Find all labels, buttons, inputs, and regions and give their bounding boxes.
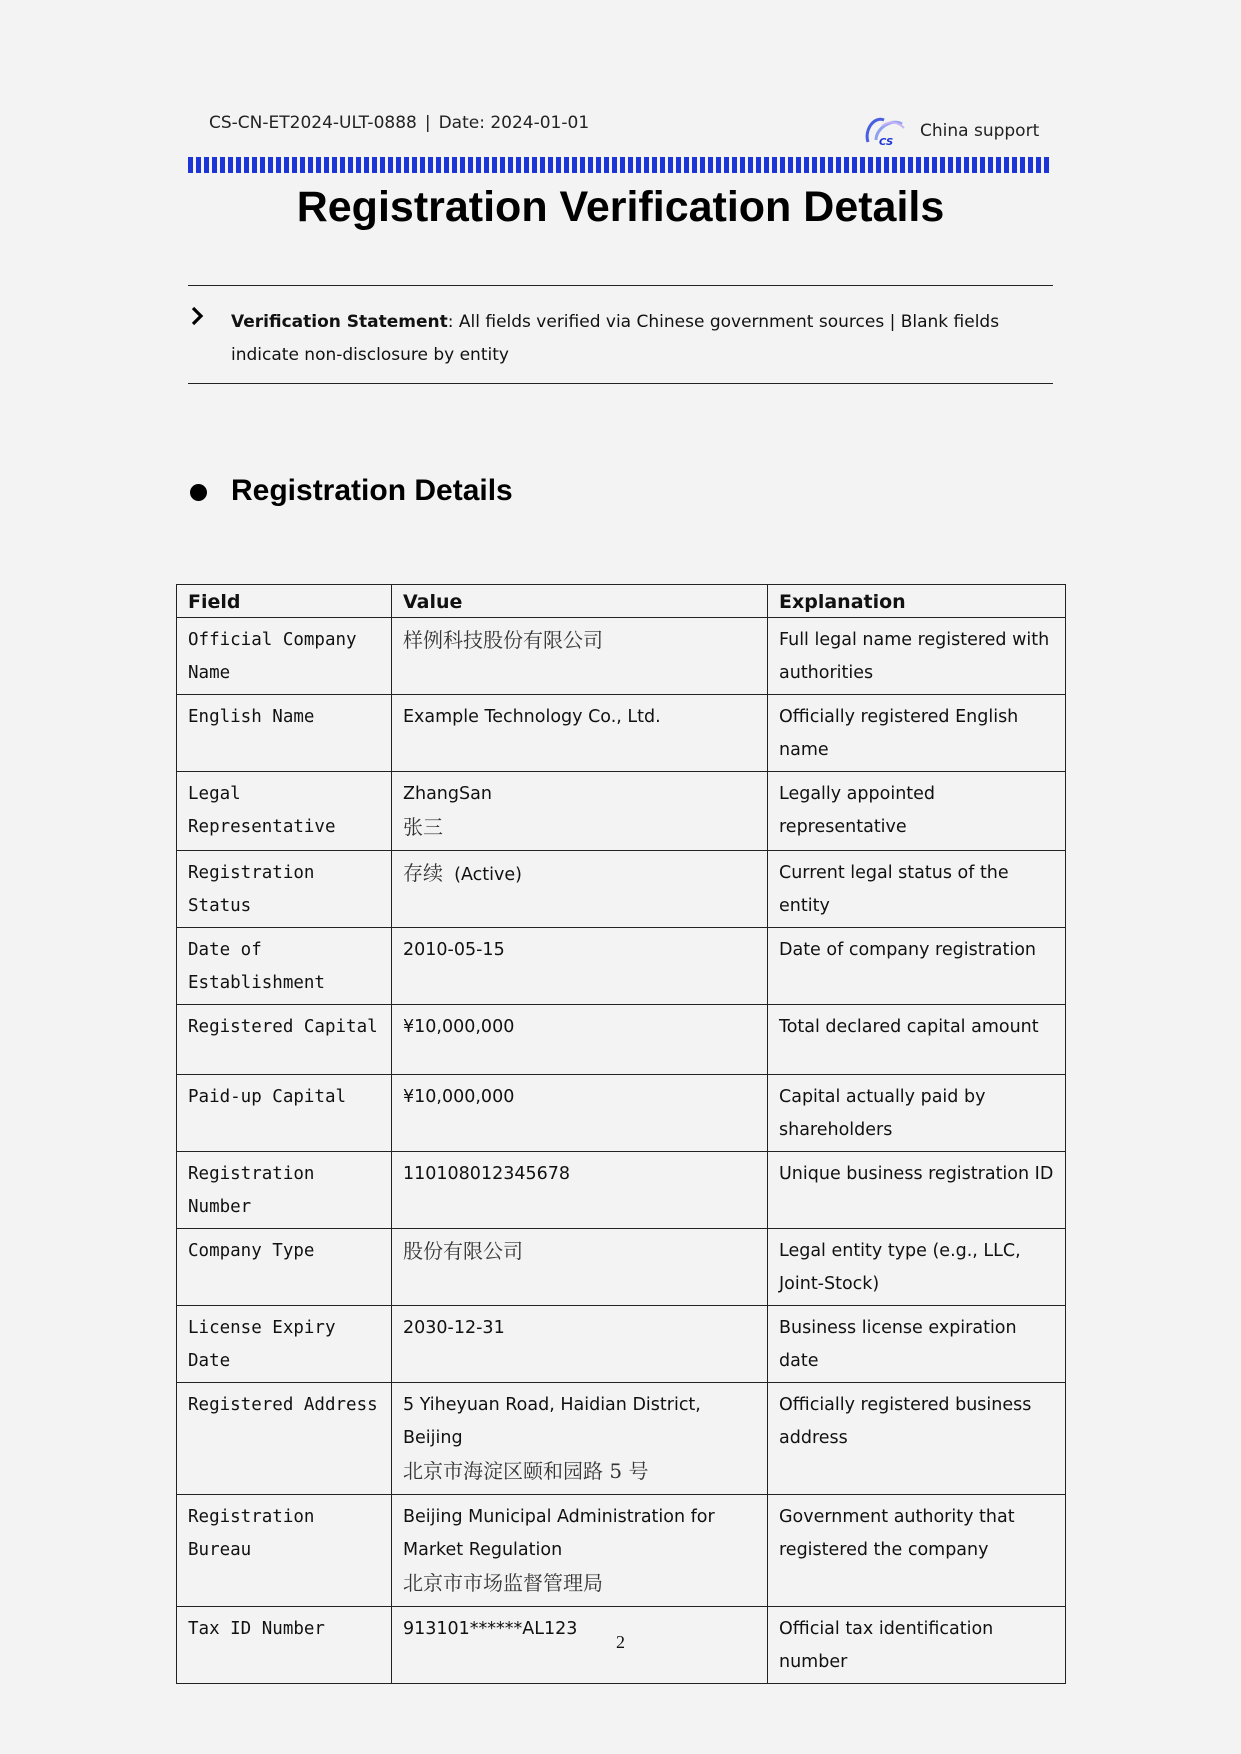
value-cell	[392, 1383, 768, 1495]
table-row	[177, 695, 1066, 772]
value-cell	[392, 1229, 768, 1306]
table-row	[177, 1152, 1066, 1229]
explanation-cell: Capital actually paid by shareholders	[768, 1075, 1066, 1152]
table-row	[177, 1383, 1066, 1495]
explanation-cell: Government authority that registered the company	[768, 1495, 1066, 1607]
page-number: 2	[616, 1632, 625, 1652]
document-id: CS-CN-ET2024-ULT-0888	[209, 113, 417, 133]
explanation-cell: Unique business registration ID	[768, 1152, 1066, 1229]
value-text: Beijing Municipal Administration for Market Regulation	[403, 1507, 715, 1560]
field-cell: Registered Capital	[177, 1005, 392, 1075]
china-support-logo-icon	[862, 112, 906, 148]
field-cell: Legal Representative	[177, 772, 392, 851]
table-row	[177, 851, 1066, 928]
table-row	[177, 1229, 1066, 1306]
table-row	[177, 618, 1066, 695]
verification-statement	[231, 306, 1061, 372]
explanation-cell: Total declared capital amount	[768, 1005, 1066, 1075]
value-cell: 110108012345678	[392, 1152, 768, 1229]
chevron-right-icon	[190, 306, 204, 326]
value-text: 5 Yiheyuan Road, Haidian District, Beijing	[403, 1395, 701, 1448]
field-cell: Company Type	[177, 1229, 392, 1306]
explanation-cell: Business license expiration date	[768, 1306, 1066, 1383]
value-cell: ¥10,000,000	[392, 1075, 768, 1152]
table-row	[177, 772, 1066, 851]
value-cell: 913101******AL123	[392, 1607, 768, 1684]
value-cell: Example Technology Co., Ltd.	[392, 695, 768, 772]
field-cell: Date of Establishment	[177, 928, 392, 1005]
field-cell: License Expiry Date	[177, 1306, 392, 1383]
field-cell: Registration Status	[177, 851, 392, 928]
statement-text: : All fields verified via Chinese government sources | Blank fields indicate non-disclosure by entity	[231, 312, 1000, 365]
statement-label: Verification Statement	[231, 312, 448, 332]
header-stripe-divider	[188, 157, 1050, 173]
logo-lettering: CS	[879, 137, 894, 148]
field-cell: Registered Address	[177, 1383, 392, 1495]
value-cn: 北京市海淀区颐和园路 5 号	[403, 1459, 649, 1483]
bottom-rule-divider	[188, 383, 1053, 384]
table-row	[177, 1306, 1066, 1383]
section-heading: Registration Details	[231, 474, 513, 507]
page-title: Registration Verification Details	[296, 183, 945, 231]
field-cell: Registration Number	[177, 1152, 392, 1229]
field-cell: Registration Bureau	[177, 1495, 392, 1607]
value-cn: 股份有限公司	[403, 1239, 523, 1263]
value-cn: 样例科技股份有限公司	[403, 628, 603, 652]
column-header-explanation: Explanation	[768, 585, 1066, 618]
value-cell	[392, 772, 768, 851]
document-reference	[209, 113, 589, 133]
value-cell	[392, 1495, 768, 1607]
field-cell: Paid-up Capital	[177, 1075, 392, 1152]
registration-details-table	[176, 584, 1066, 1684]
header-separator: |	[424, 113, 431, 133]
explanation-cell: Officially registered English name	[768, 695, 1066, 772]
value-text: ZhangSan	[403, 784, 492, 804]
document-date: Date: 2024-01-01	[438, 113, 590, 133]
value-cell: ¥10,000,000	[392, 1005, 768, 1075]
value-cn: 存续	[403, 861, 443, 885]
value-cell: 2030-12-31	[392, 1306, 768, 1383]
value-cn: 张三	[403, 815, 443, 839]
table-row	[177, 1005, 1066, 1075]
field-cell: English Name	[177, 695, 392, 772]
value-cell	[392, 851, 768, 928]
explanation-cell: Current legal status of the entity	[768, 851, 1066, 928]
value-text: (Active)	[454, 865, 522, 885]
table-row	[177, 1075, 1066, 1152]
value-cell	[392, 618, 768, 695]
column-header-value: Value	[392, 585, 768, 618]
top-rule-divider	[188, 285, 1053, 286]
explanation-cell: Official tax identification number	[768, 1607, 1066, 1684]
value-cell: 2010-05-15	[392, 928, 768, 1005]
column-header-field: Field	[177, 585, 392, 618]
explanation-cell: Full legal name registered with authorities	[768, 618, 1066, 695]
table-row	[177, 928, 1066, 1005]
field-cell: Official Company Name	[177, 618, 392, 695]
explanation-cell: Legal entity type (e.g., LLC, Joint-Stock)	[768, 1229, 1066, 1306]
brand-name: China support	[920, 121, 1040, 141]
explanation-cell: Legally appointed representative	[768, 772, 1066, 851]
table-row	[177, 1495, 1066, 1607]
table-header-row	[177, 585, 1066, 618]
explanation-cell: Date of company registration	[768, 928, 1066, 1005]
value-cn: 北京市市场监督管理局	[403, 1571, 603, 1595]
field-cell: Tax ID Number	[177, 1607, 392, 1684]
bullet-icon	[190, 484, 207, 501]
explanation-cell: Officially registered business address	[768, 1383, 1066, 1495]
